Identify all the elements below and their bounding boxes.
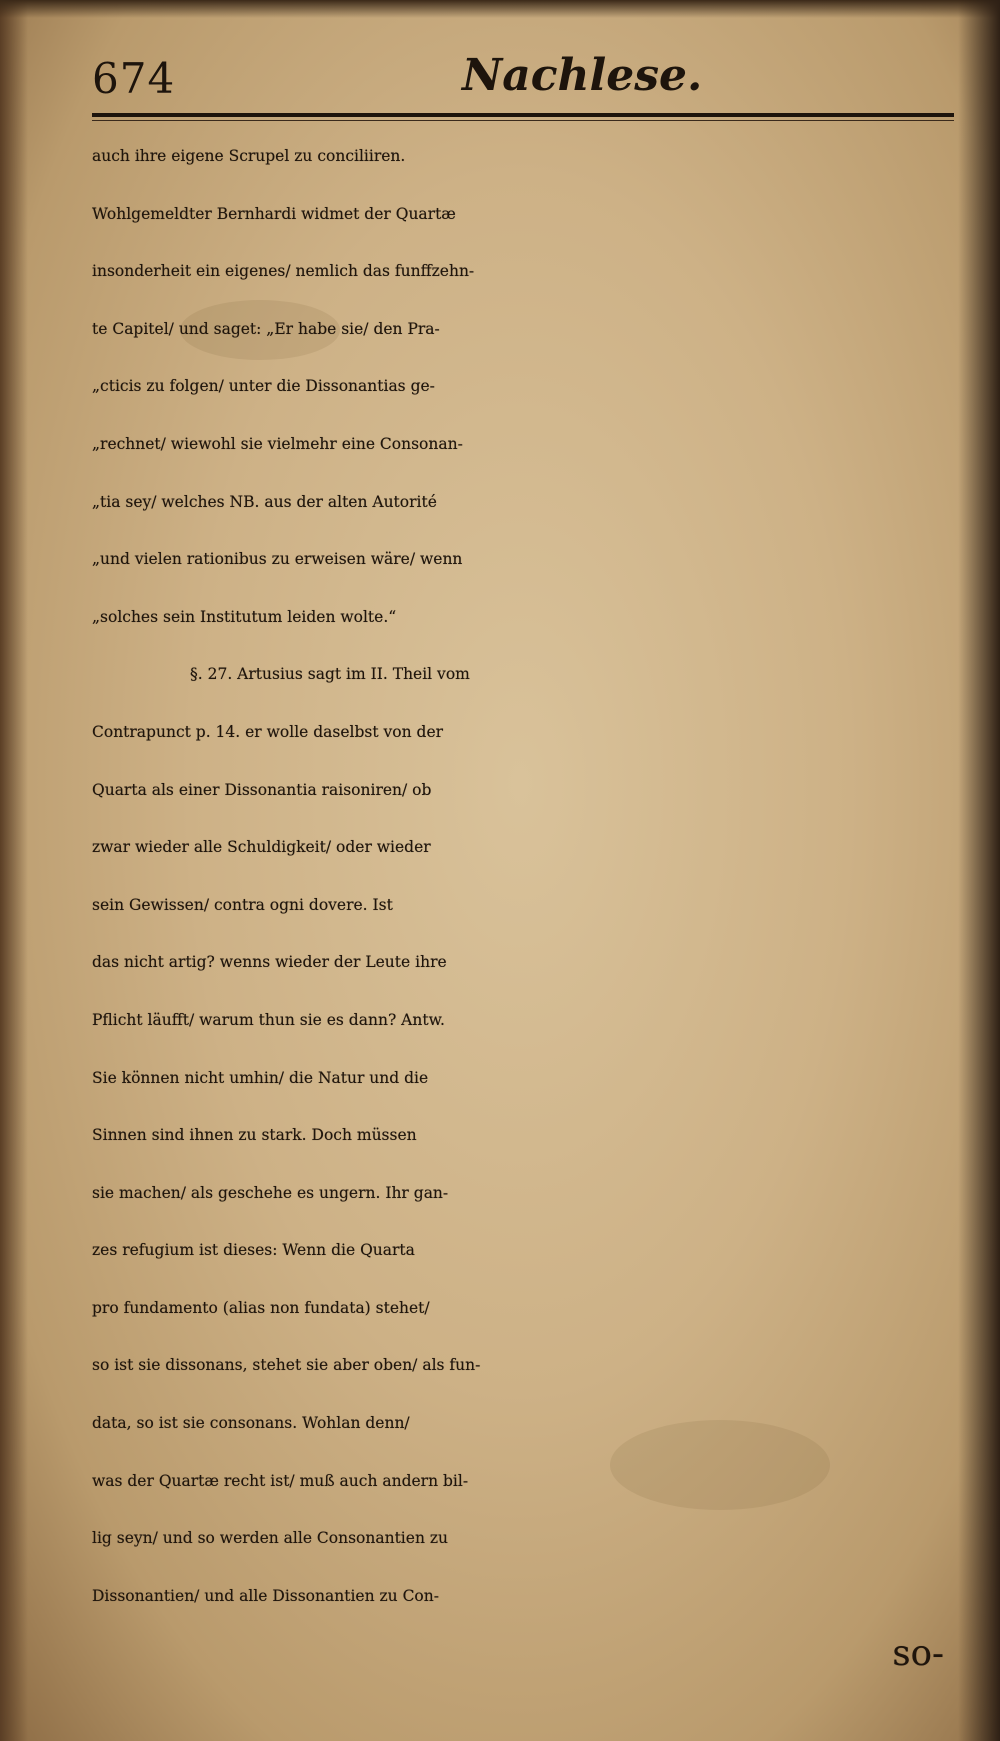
header-rule-thin (92, 120, 954, 121)
text-line: sie machen/ als geschehe es ungern. Ihr gan- (92, 1183, 449, 1202)
text-line: sein Gewissen/ contra ogni dovere. Ist (92, 895, 393, 914)
text-line: Sie können nicht umhin/ die Natur und die (92, 1068, 429, 1087)
text-line: te Capitel/ und saget: „Er habe sie/ den Pra- (92, 319, 440, 338)
text-line: Wohlgemeldter Bernhardi widmet der Quartæ (92, 204, 456, 223)
text-line: „solches sein Institutum leiden wolte.“ (92, 607, 397, 626)
page-header (92, 50, 954, 110)
page-top-edge (0, 0, 1000, 18)
catchword: so- (892, 1633, 944, 1675)
text-line: Contrapunct p. 14. er wolle daselbst von der (92, 722, 444, 741)
text-line: zes refugium ist dieses: Wenn die Quarta (92, 1241, 415, 1260)
running-title: Nachlese. (462, 50, 703, 101)
text-line: lig seyn/ und so werden alle Consonantien zu (92, 1529, 449, 1548)
page-number: 674 (92, 54, 176, 103)
text-line: auch ihre eigene Scrupel zu conciliiren. (92, 147, 406, 165)
text-line: Dissonantien/ und alle Dissonantien zu Con- (92, 1586, 439, 1605)
text-line: „rechnet/ wiewohl sie vielmehr eine Consonan- (92, 434, 463, 453)
text-line: pro fundamento (alias non fundata) stehet/ (92, 1298, 430, 1317)
text-line: Quarta als einer Dissonantia raisoniren/ ob (92, 780, 432, 799)
text-line: „cticis zu folgen/ unter die Dissonantias ge- (92, 377, 435, 396)
text-line: Pflicht läufft/ warum thun sie es dann? Antw. (92, 1010, 445, 1029)
text-line: data, so ist sie consonans. Wohlan denn/ (92, 1414, 410, 1433)
section-heading-line: §. 27. Artusius sagt im II. Theil vom (190, 665, 470, 684)
text-line: insonderheit ein eigenes/ nemlich das funffzehn- (92, 262, 475, 281)
text-line: Sinnen sind ihnen zu stark. Doch müssen (92, 1126, 417, 1145)
header-rule (92, 113, 954, 117)
text-line: was der Quartæ recht ist/ muß auch andern bil- (92, 1471, 469, 1490)
text-line: das nicht artig? wenns wieder der Leute ihre (92, 953, 447, 972)
text-line: zwar wieder alle Schuldigkeit/ oder wieder (92, 838, 431, 857)
text-line: so ist sie dissonans, stehet sie aber oben/ als fun- (92, 1356, 481, 1375)
text-line: „tia sey/ welches NB. aus der alten Autorité (92, 492, 437, 511)
body-text (92, 128, 958, 1683)
text-line: „und vielen rationibus zu erweisen wäre/ wenn (92, 550, 463, 569)
